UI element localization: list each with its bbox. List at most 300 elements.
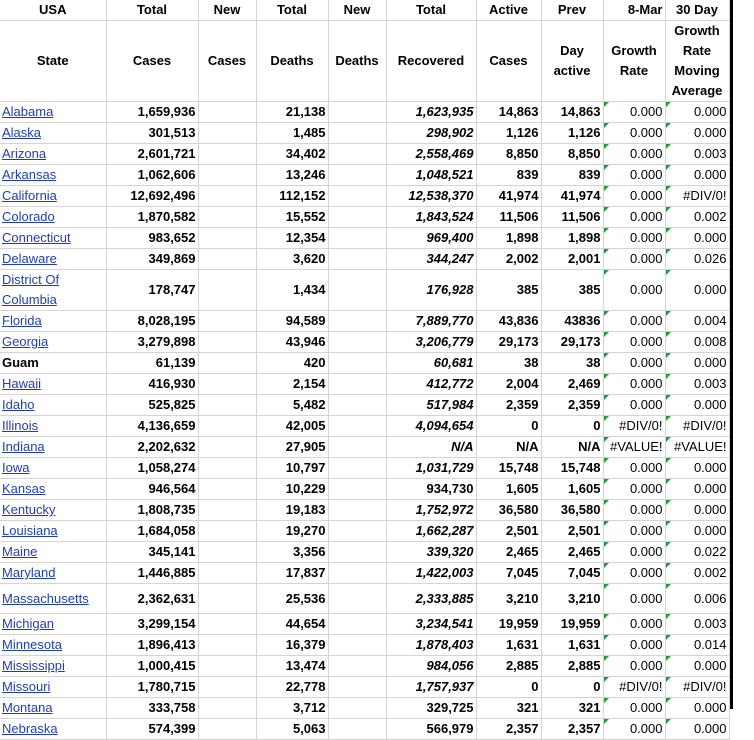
- new-cases-cell[interactable]: [198, 719, 256, 740]
- prev-day-active-cell[interactable]: 385: [541, 270, 603, 311]
- active-cases-cell[interactable]: 3,210: [476, 584, 541, 614]
- total-deaths-cell[interactable]: 21,138: [256, 102, 328, 123]
- active-cases-cell[interactable]: 11,506: [476, 207, 541, 228]
- prev-day-active-cell[interactable]: 2,469: [541, 374, 603, 395]
- new-deaths-cell[interactable]: [328, 207, 386, 228]
- prev-day-active-cell[interactable]: 11,506: [541, 207, 603, 228]
- total-recovered-cell[interactable]: 1,031,729: [386, 458, 476, 479]
- total-deaths-cell[interactable]: 1,434: [256, 270, 328, 311]
- moving-average-cell[interactable]: 0.003: [665, 614, 729, 635]
- total-deaths-cell[interactable]: 44,654: [256, 614, 328, 635]
- moving-average-cell[interactable]: 0.000: [665, 395, 729, 416]
- state-name-link[interactable]: Connecticut: [0, 228, 106, 249]
- active-cases-cell[interactable]: N/A: [476, 437, 541, 458]
- new-deaths-cell[interactable]: [328, 635, 386, 656]
- active-cases-cell[interactable]: 0: [476, 677, 541, 698]
- total-cases-cell[interactable]: 301,513: [106, 123, 198, 144]
- moving-average-cell[interactable]: #DIV/0!: [665, 186, 729, 207]
- total-recovered-cell[interactable]: 176,928: [386, 270, 476, 311]
- prev-day-active-cell[interactable]: 14,863: [541, 102, 603, 123]
- state-name-link[interactable]: Mississippi: [0, 656, 106, 677]
- active-cases-cell[interactable]: 19,959: [476, 614, 541, 635]
- prev-day-active-cell[interactable]: 2,001: [541, 249, 603, 270]
- state-name-link[interactable]: Florida: [0, 311, 106, 332]
- new-deaths-cell[interactable]: [328, 102, 386, 123]
- header-label-cell[interactable]: Deaths: [256, 21, 328, 102]
- total-deaths-cell[interactable]: 5,482: [256, 395, 328, 416]
- total-deaths-cell[interactable]: 27,905: [256, 437, 328, 458]
- total-cases-cell[interactable]: 2,362,631: [106, 584, 198, 614]
- total-recovered-cell[interactable]: N/A: [386, 437, 476, 458]
- growth-rate-cell[interactable]: 0.000: [603, 144, 665, 165]
- header-top-cell[interactable]: Total: [256, 0, 328, 21]
- total-recovered-cell[interactable]: 329,725: [386, 698, 476, 719]
- new-deaths-cell[interactable]: [328, 563, 386, 584]
- active-cases-cell[interactable]: 15,748: [476, 458, 541, 479]
- header-label-cell[interactable]: Deaths: [328, 21, 386, 102]
- total-cases-cell[interactable]: 8,028,195: [106, 311, 198, 332]
- total-deaths-cell[interactable]: 112,152: [256, 186, 328, 207]
- state-name-link[interactable]: Alabama: [0, 102, 106, 123]
- state-name-link[interactable]: Indiana: [0, 437, 106, 458]
- header-top-cell[interactable]: Active: [476, 0, 541, 21]
- state-name-link[interactable]: Kentucky: [0, 500, 106, 521]
- growth-rate-cell[interactable]: 0.000: [603, 228, 665, 249]
- new-deaths-cell[interactable]: [328, 186, 386, 207]
- total-deaths-cell[interactable]: 13,474: [256, 656, 328, 677]
- prev-day-active-cell[interactable]: N/A: [541, 437, 603, 458]
- growth-rate-cell[interactable]: 0.000: [603, 374, 665, 395]
- new-cases-cell[interactable]: [198, 374, 256, 395]
- total-cases-cell[interactable]: 4,136,659: [106, 416, 198, 437]
- active-cases-cell[interactable]: 1,605: [476, 479, 541, 500]
- total-deaths-cell[interactable]: 3,712: [256, 698, 328, 719]
- prev-day-active-cell[interactable]: 1,898: [541, 228, 603, 249]
- new-cases-cell[interactable]: [198, 521, 256, 542]
- total-deaths-cell[interactable]: 19,270: [256, 521, 328, 542]
- total-cases-cell[interactable]: 3,299,154: [106, 614, 198, 635]
- total-cases-cell[interactable]: 416,930: [106, 374, 198, 395]
- prev-day-active-cell[interactable]: 839: [541, 165, 603, 186]
- new-cases-cell[interactable]: [198, 416, 256, 437]
- active-cases-cell[interactable]: 2,002: [476, 249, 541, 270]
- prev-day-active-cell[interactable]: 0: [541, 677, 603, 698]
- growth-rate-cell[interactable]: 0.000: [603, 563, 665, 584]
- new-cases-cell[interactable]: [198, 500, 256, 521]
- total-cases-cell[interactable]: 178,747: [106, 270, 198, 311]
- total-recovered-cell[interactable]: 517,984: [386, 395, 476, 416]
- growth-rate-cell[interactable]: 0.000: [603, 353, 665, 374]
- new-deaths-cell[interactable]: [328, 458, 386, 479]
- prev-day-active-cell[interactable]: 1,605: [541, 479, 603, 500]
- total-deaths-cell[interactable]: 19,183: [256, 500, 328, 521]
- total-recovered-cell[interactable]: 1,422,003: [386, 563, 476, 584]
- new-cases-cell[interactable]: [198, 270, 256, 311]
- active-cases-cell[interactable]: 38: [476, 353, 541, 374]
- prev-day-active-cell[interactable]: 2,501: [541, 521, 603, 542]
- header-top-cell[interactable]: Total: [106, 0, 198, 21]
- new-deaths-cell[interactable]: [328, 677, 386, 698]
- total-recovered-cell[interactable]: 7,889,770: [386, 311, 476, 332]
- new-deaths-cell[interactable]: [328, 249, 386, 270]
- state-name-link[interactable]: Guam: [0, 353, 106, 374]
- header-label-cell[interactable]: Growth Rate: [603, 21, 665, 102]
- new-cases-cell[interactable]: [198, 479, 256, 500]
- total-deaths-cell[interactable]: 42,005: [256, 416, 328, 437]
- growth-rate-cell[interactable]: 0.000: [603, 719, 665, 740]
- total-deaths-cell[interactable]: 1,485: [256, 123, 328, 144]
- state-name-link[interactable]: Hawaii: [0, 374, 106, 395]
- new-deaths-cell[interactable]: [328, 353, 386, 374]
- growth-rate-cell[interactable]: #DIV/0!: [603, 416, 665, 437]
- total-recovered-cell[interactable]: 566,979: [386, 719, 476, 740]
- new-deaths-cell[interactable]: [328, 719, 386, 740]
- total-recovered-cell[interactable]: 2,558,469: [386, 144, 476, 165]
- new-deaths-cell[interactable]: [328, 521, 386, 542]
- state-name-link[interactable]: Montana: [0, 698, 106, 719]
- new-deaths-cell[interactable]: [328, 144, 386, 165]
- active-cases-cell[interactable]: 1,631: [476, 635, 541, 656]
- prev-day-active-cell[interactable]: 29,173: [541, 332, 603, 353]
- total-cases-cell[interactable]: 2,601,721: [106, 144, 198, 165]
- new-cases-cell[interactable]: [198, 102, 256, 123]
- state-name-link[interactable]: Arkansas: [0, 165, 106, 186]
- total-cases-cell[interactable]: 1,808,735: [106, 500, 198, 521]
- prev-day-active-cell[interactable]: 19,959: [541, 614, 603, 635]
- total-deaths-cell[interactable]: 22,778: [256, 677, 328, 698]
- moving-average-cell[interactable]: 0.000: [665, 228, 729, 249]
- growth-rate-cell[interactable]: 0.000: [603, 207, 665, 228]
- total-recovered-cell[interactable]: 12,538,370: [386, 186, 476, 207]
- header-top-cell[interactable]: 8-Mar: [603, 0, 665, 21]
- active-cases-cell[interactable]: 14,863: [476, 102, 541, 123]
- total-recovered-cell[interactable]: 934,730: [386, 479, 476, 500]
- prev-day-active-cell[interactable]: 2,465: [541, 542, 603, 563]
- growth-rate-cell[interactable]: 0.000: [603, 521, 665, 542]
- new-deaths-cell[interactable]: [328, 270, 386, 311]
- new-cases-cell[interactable]: [198, 698, 256, 719]
- prev-day-active-cell[interactable]: 0: [541, 416, 603, 437]
- total-cases-cell[interactable]: 345,141: [106, 542, 198, 563]
- total-recovered-cell[interactable]: 969,400: [386, 228, 476, 249]
- state-name-link[interactable]: Colorado: [0, 207, 106, 228]
- total-cases-cell[interactable]: 1,058,274: [106, 458, 198, 479]
- new-cases-cell[interactable]: [198, 165, 256, 186]
- header-label-cell[interactable]: Cases: [476, 21, 541, 102]
- total-cases-cell[interactable]: 574,399: [106, 719, 198, 740]
- active-cases-cell[interactable]: 839: [476, 165, 541, 186]
- moving-average-cell[interactable]: 0.000: [665, 521, 729, 542]
- header-label-cell[interactable]: Cases: [106, 21, 198, 102]
- new-deaths-cell[interactable]: [328, 123, 386, 144]
- growth-rate-cell[interactable]: 0.000: [603, 102, 665, 123]
- total-deaths-cell[interactable]: 16,379: [256, 635, 328, 656]
- active-cases-cell[interactable]: 36,580: [476, 500, 541, 521]
- total-deaths-cell[interactable]: 15,552: [256, 207, 328, 228]
- state-name-link[interactable]: California: [0, 186, 106, 207]
- new-deaths-cell[interactable]: [328, 479, 386, 500]
- new-cases-cell[interactable]: [198, 207, 256, 228]
- growth-rate-cell[interactable]: 0.000: [603, 311, 665, 332]
- prev-day-active-cell[interactable]: 36,580: [541, 500, 603, 521]
- new-deaths-cell[interactable]: [328, 311, 386, 332]
- prev-day-active-cell[interactable]: 15,748: [541, 458, 603, 479]
- state-name-link[interactable]: Georgia: [0, 332, 106, 353]
- moving-average-cell[interactable]: 0.000: [665, 500, 729, 521]
- growth-rate-cell[interactable]: #DIV/0!: [603, 677, 665, 698]
- moving-average-cell[interactable]: #VALUE!: [665, 437, 729, 458]
- prev-day-active-cell[interactable]: 43836: [541, 311, 603, 332]
- header-top-cell[interactable]: New: [198, 0, 256, 21]
- active-cases-cell[interactable]: 0: [476, 416, 541, 437]
- prev-day-active-cell[interactable]: 41,974: [541, 186, 603, 207]
- total-recovered-cell[interactable]: 344,247: [386, 249, 476, 270]
- total-recovered-cell[interactable]: 984,056: [386, 656, 476, 677]
- moving-average-cell[interactable]: 0.003: [665, 144, 729, 165]
- moving-average-cell[interactable]: 0.026: [665, 249, 729, 270]
- active-cases-cell[interactable]: 2,885: [476, 656, 541, 677]
- prev-day-active-cell[interactable]: 7,045: [541, 563, 603, 584]
- header-top-cell[interactable]: Prev: [541, 0, 603, 21]
- growth-rate-cell[interactable]: 0.000: [603, 542, 665, 563]
- prev-day-active-cell[interactable]: 1,126: [541, 123, 603, 144]
- total-cases-cell[interactable]: 2,202,632: [106, 437, 198, 458]
- total-recovered-cell[interactable]: 1,048,521: [386, 165, 476, 186]
- new-deaths-cell[interactable]: [328, 165, 386, 186]
- total-cases-cell[interactable]: 349,869: [106, 249, 198, 270]
- growth-rate-cell[interactable]: 0.000: [603, 635, 665, 656]
- growth-rate-cell[interactable]: 0.000: [603, 395, 665, 416]
- active-cases-cell[interactable]: 43,836: [476, 311, 541, 332]
- total-cases-cell[interactable]: 1,446,885: [106, 563, 198, 584]
- total-cases-cell[interactable]: 1,870,582: [106, 207, 198, 228]
- growth-rate-cell[interactable]: 0.000: [603, 123, 665, 144]
- moving-average-cell[interactable]: 0.006: [665, 584, 729, 614]
- total-cases-cell[interactable]: 333,758: [106, 698, 198, 719]
- new-deaths-cell[interactable]: [328, 542, 386, 563]
- moving-average-cell[interactable]: 0.000: [665, 656, 729, 677]
- prev-day-active-cell[interactable]: 38: [541, 353, 603, 374]
- total-cases-cell[interactable]: 1,062,606: [106, 165, 198, 186]
- total-deaths-cell[interactable]: 420: [256, 353, 328, 374]
- total-deaths-cell[interactable]: 2,154: [256, 374, 328, 395]
- total-cases-cell[interactable]: 1,896,413: [106, 635, 198, 656]
- total-recovered-cell[interactable]: 1,623,935: [386, 102, 476, 123]
- state-name-link[interactable]: Alaska: [0, 123, 106, 144]
- new-deaths-cell[interactable]: [328, 698, 386, 719]
- state-name-link[interactable]: Nebraska: [0, 719, 106, 740]
- active-cases-cell[interactable]: 8,850: [476, 144, 541, 165]
- total-recovered-cell[interactable]: 4,094,654: [386, 416, 476, 437]
- header-top-cell[interactable]: USA: [0, 0, 106, 21]
- total-cases-cell[interactable]: 1,780,715: [106, 677, 198, 698]
- new-cases-cell[interactable]: [198, 677, 256, 698]
- total-recovered-cell[interactable]: 1,662,287: [386, 521, 476, 542]
- state-name-link[interactable]: Iowa: [0, 458, 106, 479]
- active-cases-cell[interactable]: 1,126: [476, 123, 541, 144]
- prev-day-active-cell[interactable]: 2,885: [541, 656, 603, 677]
- total-cases-cell[interactable]: 1,684,058: [106, 521, 198, 542]
- new-cases-cell[interactable]: [198, 249, 256, 270]
- active-cases-cell[interactable]: 41,974: [476, 186, 541, 207]
- moving-average-cell[interactable]: #DIV/0!: [665, 677, 729, 698]
- total-cases-cell[interactable]: 525,825: [106, 395, 198, 416]
- moving-average-cell[interactable]: 0.000: [665, 123, 729, 144]
- growth-rate-cell[interactable]: 0.000: [603, 249, 665, 270]
- moving-average-cell[interactable]: 0.000: [665, 698, 729, 719]
- new-cases-cell[interactable]: [198, 563, 256, 584]
- new-cases-cell[interactable]: [198, 311, 256, 332]
- total-recovered-cell[interactable]: 60,681: [386, 353, 476, 374]
- header-top-cell[interactable]: 30 Day: [665, 0, 729, 21]
- growth-rate-cell[interactable]: 0.000: [603, 458, 665, 479]
- growth-rate-cell[interactable]: 0.000: [603, 500, 665, 521]
- new-cases-cell[interactable]: [198, 144, 256, 165]
- prev-day-active-cell[interactable]: 3,210: [541, 584, 603, 614]
- total-deaths-cell[interactable]: 94,589: [256, 311, 328, 332]
- total-deaths-cell[interactable]: 13,246: [256, 165, 328, 186]
- total-cases-cell[interactable]: 12,692,496: [106, 186, 198, 207]
- growth-rate-cell[interactable]: 0.000: [603, 614, 665, 635]
- header-label-cell[interactable]: Growth Rate Moving Average: [665, 21, 729, 102]
- new-deaths-cell[interactable]: [328, 437, 386, 458]
- moving-average-cell[interactable]: #DIV/0!: [665, 416, 729, 437]
- prev-day-active-cell[interactable]: 1,631: [541, 635, 603, 656]
- state-name-link[interactable]: Arizona: [0, 144, 106, 165]
- moving-average-cell[interactable]: 0.000: [665, 270, 729, 311]
- moving-average-cell[interactable]: 0.022: [665, 542, 729, 563]
- growth-rate-cell[interactable]: 0.000: [603, 584, 665, 614]
- moving-average-cell[interactable]: 0.004: [665, 311, 729, 332]
- moving-average-cell[interactable]: 0.000: [665, 102, 729, 123]
- new-cases-cell[interactable]: [198, 656, 256, 677]
- state-name-link[interactable]: Massachusetts: [0, 584, 106, 614]
- total-cases-cell[interactable]: 1,000,415: [106, 656, 198, 677]
- state-name-link[interactable]: Michigan: [0, 614, 106, 635]
- prev-day-active-cell[interactable]: 2,357: [541, 719, 603, 740]
- total-deaths-cell[interactable]: 5,063: [256, 719, 328, 740]
- new-cases-cell[interactable]: [198, 353, 256, 374]
- new-cases-cell[interactable]: [198, 614, 256, 635]
- new-cases-cell[interactable]: [198, 437, 256, 458]
- new-deaths-cell[interactable]: [328, 395, 386, 416]
- active-cases-cell[interactable]: 2,359: [476, 395, 541, 416]
- moving-average-cell[interactable]: 0.003: [665, 374, 729, 395]
- total-recovered-cell[interactable]: 3,206,779: [386, 332, 476, 353]
- active-cases-cell[interactable]: 29,173: [476, 332, 541, 353]
- new-cases-cell[interactable]: [198, 395, 256, 416]
- growth-rate-cell[interactable]: #VALUE!: [603, 437, 665, 458]
- new-deaths-cell[interactable]: [328, 614, 386, 635]
- new-cases-cell[interactable]: [198, 228, 256, 249]
- moving-average-cell[interactable]: 0.000: [665, 719, 729, 740]
- header-label-cell[interactable]: Recovered: [386, 21, 476, 102]
- state-name-link[interactable]: Louisiana: [0, 521, 106, 542]
- prev-day-active-cell[interactable]: 2,359: [541, 395, 603, 416]
- growth-rate-cell[interactable]: 0.000: [603, 479, 665, 500]
- growth-rate-cell[interactable]: 0.000: [603, 332, 665, 353]
- active-cases-cell[interactable]: 321: [476, 698, 541, 719]
- new-deaths-cell[interactable]: [328, 584, 386, 614]
- total-deaths-cell[interactable]: 17,837: [256, 563, 328, 584]
- new-cases-cell[interactable]: [198, 584, 256, 614]
- new-deaths-cell[interactable]: [328, 332, 386, 353]
- total-deaths-cell[interactable]: 25,536: [256, 584, 328, 614]
- growth-rate-cell[interactable]: 0.000: [603, 656, 665, 677]
- state-name-link[interactable]: Maryland: [0, 563, 106, 584]
- total-cases-cell[interactable]: 3,279,898: [106, 332, 198, 353]
- prev-day-active-cell[interactable]: 321: [541, 698, 603, 719]
- header-top-cell[interactable]: New: [328, 0, 386, 21]
- growth-rate-cell[interactable]: 0.000: [603, 165, 665, 186]
- total-deaths-cell[interactable]: 12,354: [256, 228, 328, 249]
- new-cases-cell[interactable]: [198, 458, 256, 479]
- moving-average-cell[interactable]: 0.000: [665, 458, 729, 479]
- total-recovered-cell[interactable]: 1,878,403: [386, 635, 476, 656]
- new-deaths-cell[interactable]: [328, 416, 386, 437]
- new-cases-cell[interactable]: [198, 186, 256, 207]
- header-label-cell[interactable]: State: [0, 21, 106, 102]
- state-name-link[interactable]: District Of Columbia: [0, 270, 106, 311]
- new-deaths-cell[interactable]: [328, 500, 386, 521]
- growth-rate-cell[interactable]: 0.000: [603, 698, 665, 719]
- state-name-link[interactable]: Minnesota: [0, 635, 106, 656]
- state-name-link[interactable]: Missouri: [0, 677, 106, 698]
- new-cases-cell[interactable]: [198, 635, 256, 656]
- total-cases-cell[interactable]: 983,652: [106, 228, 198, 249]
- moving-average-cell[interactable]: 0.002: [665, 563, 729, 584]
- moving-average-cell[interactable]: 0.000: [665, 165, 729, 186]
- moving-average-cell[interactable]: 0.008: [665, 332, 729, 353]
- growth-rate-cell[interactable]: 0.000: [603, 270, 665, 311]
- total-deaths-cell[interactable]: 10,797: [256, 458, 328, 479]
- total-recovered-cell[interactable]: 1,757,937: [386, 677, 476, 698]
- total-deaths-cell[interactable]: 34,402: [256, 144, 328, 165]
- active-cases-cell[interactable]: 2,004: [476, 374, 541, 395]
- new-cases-cell[interactable]: [198, 123, 256, 144]
- total-recovered-cell[interactable]: 3,234,541: [386, 614, 476, 635]
- moving-average-cell[interactable]: 0.002: [665, 207, 729, 228]
- header-label-cell[interactable]: Cases: [198, 21, 256, 102]
- total-recovered-cell[interactable]: 412,772: [386, 374, 476, 395]
- state-name-link[interactable]: Delaware: [0, 249, 106, 270]
- active-cases-cell[interactable]: 2,357: [476, 719, 541, 740]
- total-recovered-cell[interactable]: 1,752,972: [386, 500, 476, 521]
- total-recovered-cell[interactable]: 298,902: [386, 123, 476, 144]
- total-recovered-cell[interactable]: 1,843,524: [386, 207, 476, 228]
- total-deaths-cell[interactable]: 10,229: [256, 479, 328, 500]
- moving-average-cell[interactable]: 0.000: [665, 479, 729, 500]
- active-cases-cell[interactable]: 1,898: [476, 228, 541, 249]
- moving-average-cell[interactable]: 0.000: [665, 353, 729, 374]
- active-cases-cell[interactable]: 2,465: [476, 542, 541, 563]
- total-recovered-cell[interactable]: 2,333,885: [386, 584, 476, 614]
- total-deaths-cell[interactable]: 3,620: [256, 249, 328, 270]
- new-deaths-cell[interactable]: [328, 656, 386, 677]
- moving-average-cell[interactable]: 0.014: [665, 635, 729, 656]
- growth-rate-cell[interactable]: 0.000: [603, 186, 665, 207]
- total-deaths-cell[interactable]: 43,946: [256, 332, 328, 353]
- header-top-cell[interactable]: Total: [386, 0, 476, 21]
- active-cases-cell[interactable]: 2,501: [476, 521, 541, 542]
- state-name-link[interactable]: Idaho: [0, 395, 106, 416]
- total-cases-cell[interactable]: 1,659,936: [106, 102, 198, 123]
- total-cases-cell[interactable]: 61,139: [106, 353, 198, 374]
- prev-day-active-cell[interactable]: 8,850: [541, 144, 603, 165]
- new-cases-cell[interactable]: [198, 332, 256, 353]
- new-deaths-cell[interactable]: [328, 228, 386, 249]
- new-deaths-cell[interactable]: [328, 374, 386, 395]
